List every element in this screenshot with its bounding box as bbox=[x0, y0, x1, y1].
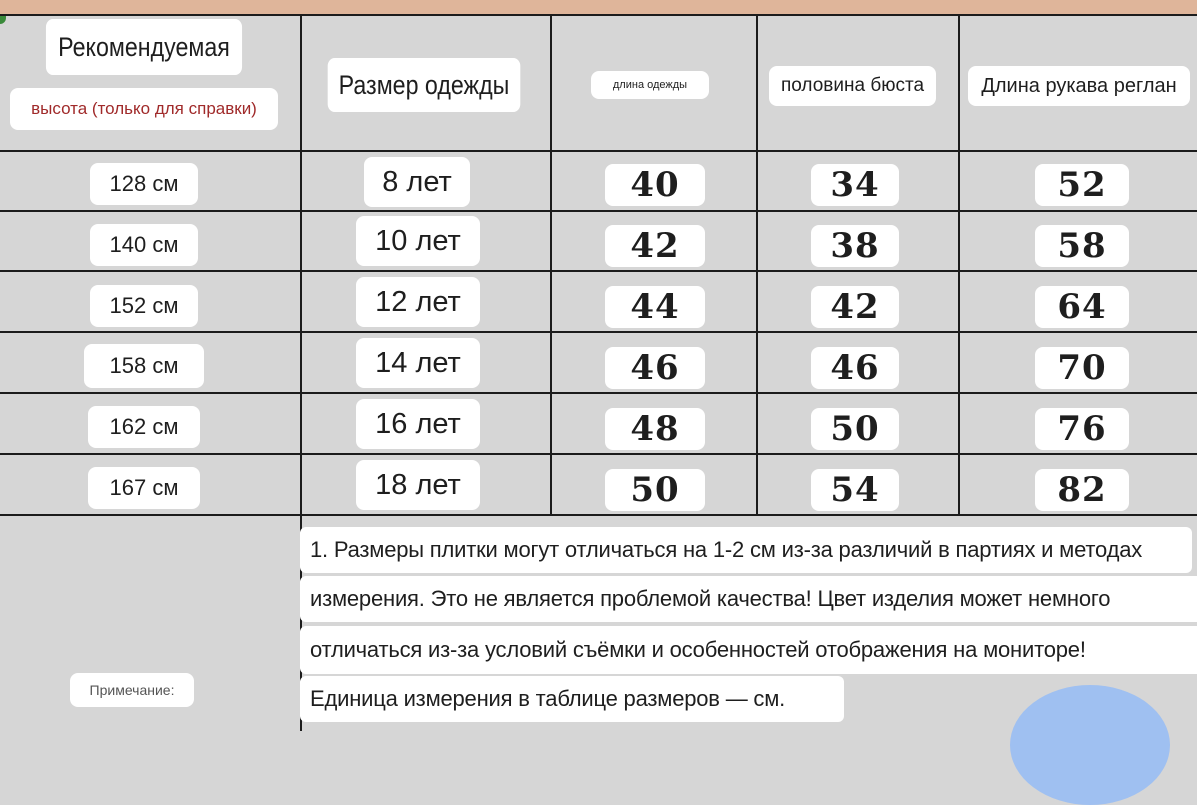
grid-row-line bbox=[0, 331, 1197, 333]
bust-cell: 50 bbox=[811, 408, 899, 450]
bust-cell: 34 bbox=[811, 164, 899, 206]
note-label: Примечание: bbox=[70, 673, 194, 707]
decorative-circle bbox=[1010, 685, 1170, 805]
height-cell: 162 см bbox=[88, 406, 200, 448]
grid-row-line bbox=[0, 210, 1197, 212]
sleeve-cell: 76 bbox=[1035, 408, 1129, 450]
grid-row-line bbox=[0, 270, 1197, 272]
note-line: отличаться из-за условий съёмки и особенностей отображения на мониторе! bbox=[300, 626, 1197, 674]
size-cell: 16 лет bbox=[356, 399, 480, 449]
sleeve-cell: 64 bbox=[1035, 286, 1129, 328]
bust-cell: 54 bbox=[811, 469, 899, 511]
height-cell: 158 см bbox=[84, 344, 204, 388]
top-accent-bar bbox=[0, 0, 1197, 14]
height-cell: 152 см bbox=[90, 285, 198, 327]
length-cell: 40 bbox=[605, 164, 705, 206]
length-cell: 46 bbox=[605, 347, 705, 389]
grid-header-line bbox=[0, 150, 1197, 152]
sleeve-cell: 52 bbox=[1035, 164, 1129, 206]
note-line: измерения. Это не является проблемой качества! Цвет изделия может немного bbox=[300, 576, 1197, 622]
length-cell: 44 bbox=[605, 286, 705, 328]
grid-col-line bbox=[756, 14, 758, 516]
bust-cell: 42 bbox=[811, 286, 899, 328]
grid-col-line bbox=[300, 14, 302, 731]
height-cell: 128 см bbox=[90, 163, 198, 205]
sleeve-cell: 70 bbox=[1035, 347, 1129, 389]
height-cell: 140 см bbox=[90, 224, 198, 266]
header-sleeve: Длина рукава реглан bbox=[968, 66, 1190, 106]
grid-col-line bbox=[550, 14, 552, 516]
size-cell: 8 лет bbox=[364, 157, 470, 207]
header-height-note: высота (только для справки) bbox=[10, 88, 278, 130]
note-line: 1. Размеры плитки могут отличаться на 1-2 см из-за различий в партиях и методах bbox=[300, 527, 1192, 573]
sleeve-cell: 58 bbox=[1035, 225, 1129, 267]
grid-top-line bbox=[0, 14, 1197, 16]
note-line: Единица измерения в таблице размеров — см. bbox=[300, 676, 844, 722]
size-cell: 12 лет bbox=[356, 277, 480, 327]
length-cell: 50 bbox=[605, 469, 705, 511]
length-cell: 42 bbox=[605, 225, 705, 267]
size-cell: 18 лет bbox=[356, 460, 480, 510]
header-half-bust: половина бюста bbox=[769, 66, 936, 106]
header-recommended: Рекомендуемая bbox=[46, 19, 242, 75]
grid-row-line bbox=[0, 392, 1197, 394]
length-cell: 48 bbox=[605, 408, 705, 450]
height-cell: 167 см bbox=[88, 467, 200, 509]
bust-cell: 46 bbox=[811, 347, 899, 389]
grid-bottom-line bbox=[0, 514, 1197, 516]
grid-row-line bbox=[0, 453, 1197, 455]
size-cell: 14 лет bbox=[356, 338, 480, 388]
size-cell: 10 лет bbox=[356, 216, 480, 266]
grid-col-line bbox=[958, 14, 960, 516]
header-clothing-size: Размер одежды bbox=[328, 58, 521, 112]
bust-cell: 38 bbox=[811, 225, 899, 267]
sleeve-cell: 82 bbox=[1035, 469, 1129, 511]
header-length: длина одежды bbox=[591, 71, 709, 99]
